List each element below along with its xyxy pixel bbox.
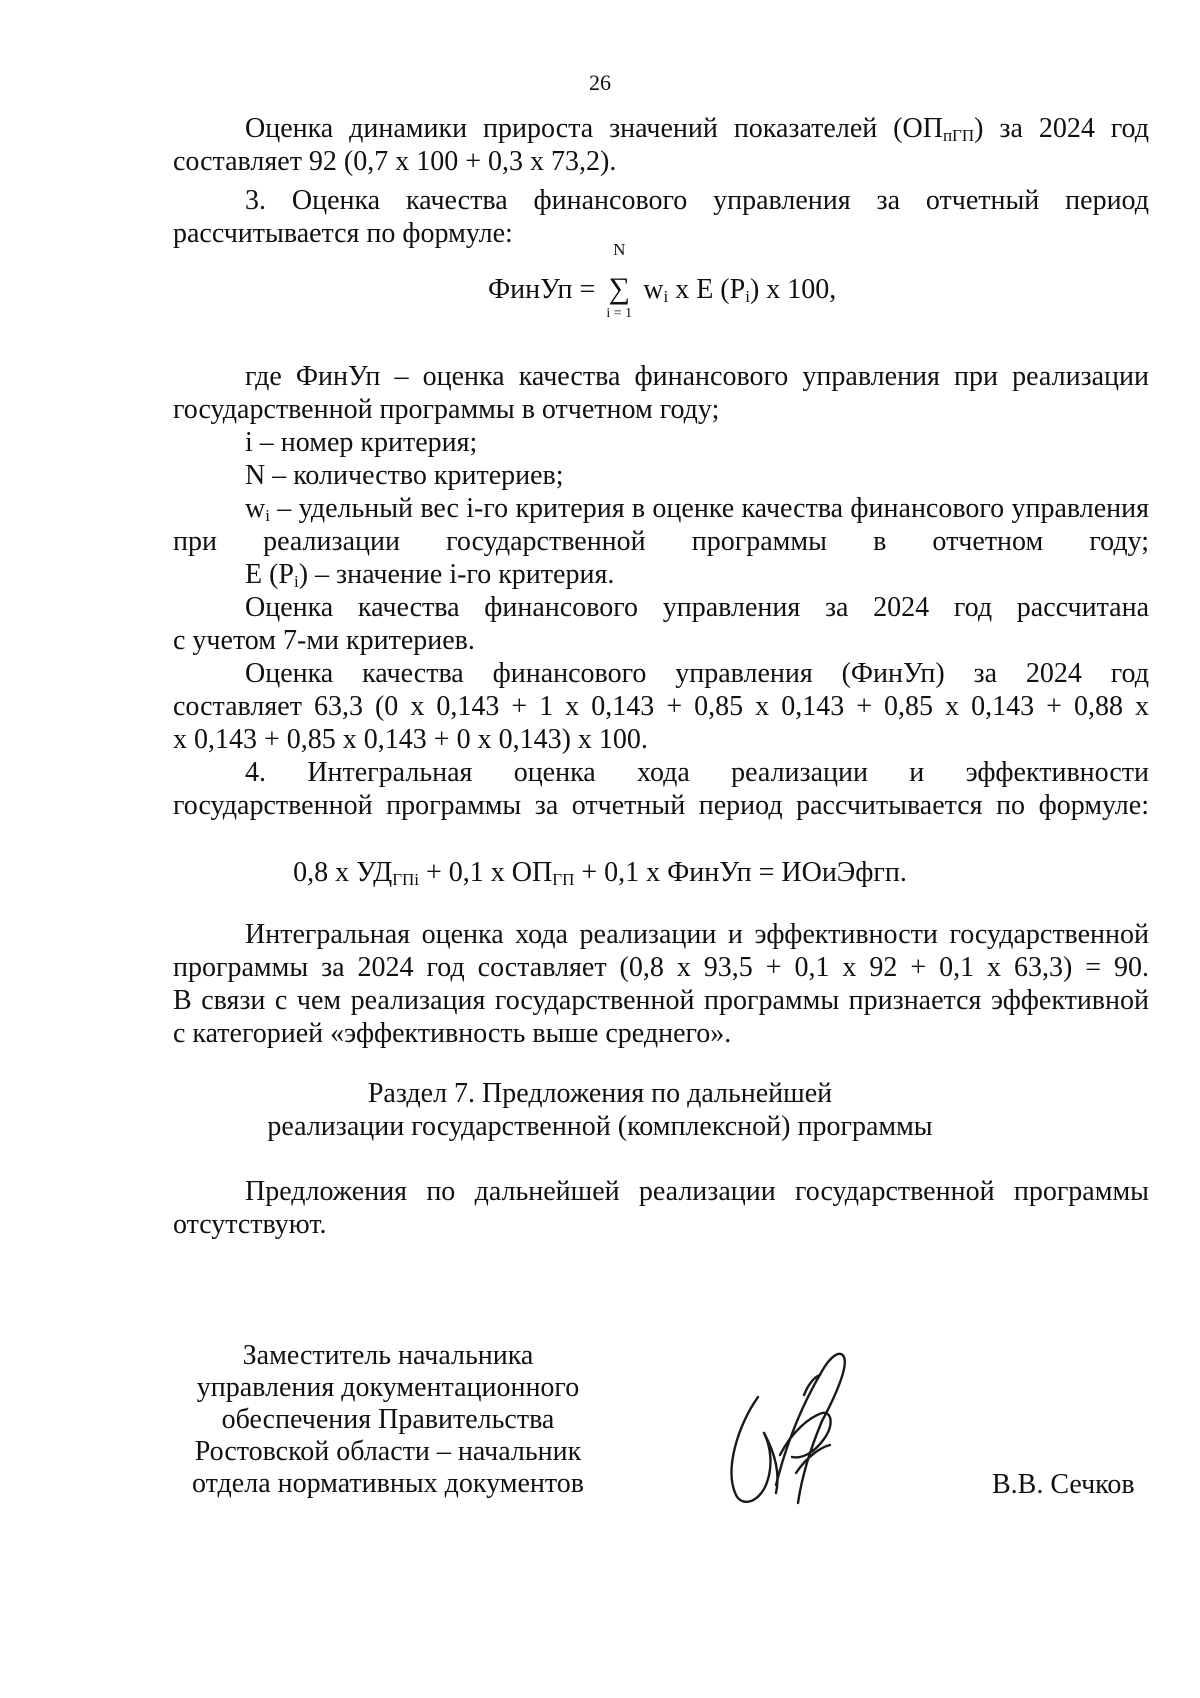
signatory-title [163,1340,613,1500]
text-line: N – количество критериев; [245,460,564,491]
signatory-title-line: отдела нормативных документов [192,1468,584,1499]
text-fragment: ) – значение i-го критерия. [298,559,615,590]
sum-upper-limit: N [613,240,626,259]
heading-line: Раздел 7. Предложения по дальнейшей [367,1078,833,1109]
subscript: i [663,287,669,306]
paragraph-integral-intro [173,756,1149,822]
sum-lower-limit: i = 1 [606,306,633,321]
section-heading [0,1077,1200,1143]
text-line: 4. Интегральная оценка хода реализации и эффективности [245,757,1149,788]
sum-operator [606,240,633,321]
text-line: Интегральная оценка хода реализации и эффективности государственной [245,919,1149,950]
subscript: i [745,287,750,306]
text-line: Оценка качества финансового управления за 2024 год рассчитана [245,592,1149,623]
definitions [173,360,1149,591]
text-fragment: – удельный вес i-го критерия в оценке качества финансового управления [269,493,1149,524]
text-line: с категорией «эффективность выше среднего». [173,1018,732,1049]
text-line: Оценка качества финансового управления (ФинУп) за 2024 год [245,658,1149,689]
paragraph-dynamics [173,112,1149,178]
subscript: ГПi [392,870,420,889]
text-line: i – номер критерия; [245,427,478,458]
paragraph-finance-result [173,657,1149,756]
formula-term: ) х 100, [749,274,837,305]
page-number: 26 [589,70,611,95]
signatory-title-line: управления документационного [196,1372,580,1403]
subscript: i [294,572,299,591]
text-fragment: w [245,493,266,524]
paragraph-integral-result [173,918,1149,1050]
handwritten-signature [718,1335,868,1515]
formula-term: + 0,1 х ОП [419,857,553,888]
text-line [173,112,1149,145]
sum-symbol: ∑ [608,272,630,305]
text-fragment: Оценка динамики прироста значений показателей (ОП [245,113,943,144]
paragraph-proposals [173,1175,1149,1241]
formula-lhs: ФинУп = [488,274,596,305]
text-line: В связи с чем реализация государственной программы признается эффективной [173,985,1149,1016]
text-line: 3. Оценка качества финансового управления за отчетный период [245,185,1149,216]
text-line: составляет 63,3 (0 х 0,143 + 1 х 0,143 + 0,85 х 0,143 + 0,85 х 0,143 + 0,88 х [173,691,1149,722]
text-line: государственной программы в отчетном году; [173,394,720,425]
text-fragment: ) за 2024 год [974,113,1149,144]
text-line: где ФинУп – оценка качества финансового управления при реализации [245,361,1149,392]
text-line: составляет 92 (0,7 х 100 + 0,3 х 73,2). [173,146,617,177]
text-line [173,492,1149,525]
signatory-title-line: обеспечения Правительства [221,1404,555,1435]
formula-integral [0,856,1200,889]
formula-term: х Е (Р [668,274,746,305]
subscript: i [265,506,270,525]
text-line: отсутствуют. [173,1209,327,1240]
paragraph-finance-intro [173,184,1149,250]
heading-line: реализации государственной (комплексной) программы [267,1111,933,1142]
formula-term: 0,8 х УД [293,857,393,888]
text-line [173,558,1149,591]
text-line: Предложения по дальнейшей реализации государственной программы [245,1176,1149,1207]
text-line: государственной программы за отчетный период рассчитывается по формуле: [173,790,1149,821]
formula-finance [488,240,837,321]
text-line: с учетом 7-ми критериев. [173,625,475,656]
text-line: х 0,143 + 0,85 х 0,143 + 0 х 0,143) х 100. [173,724,648,755]
signatory-title-line: Ростовской области – начальник [194,1436,582,1467]
signatory-title-line: Заместитель начальника [242,1340,534,1371]
paragraph-criteria [173,591,1149,657]
text-line: рассчитывается по формуле: [173,218,513,249]
formula-term: w [643,274,664,305]
formula-term: + 0,1 х ФинУп = ИОиЭфгп. [574,857,907,888]
subscript: пГП [942,126,975,145]
subscript: ГП [552,870,575,889]
text-line: при реализации государственной программы в отчетном году; [173,526,1149,557]
signatory-name: В.В. Сечков [992,1469,1135,1500]
text-fragment: Е (Р [245,559,294,590]
text-line: программы за 2024 год составляет (0,8 х 93,5 + 0,1 х 92 + 0,1 х 63,3) = 90. [173,952,1149,983]
